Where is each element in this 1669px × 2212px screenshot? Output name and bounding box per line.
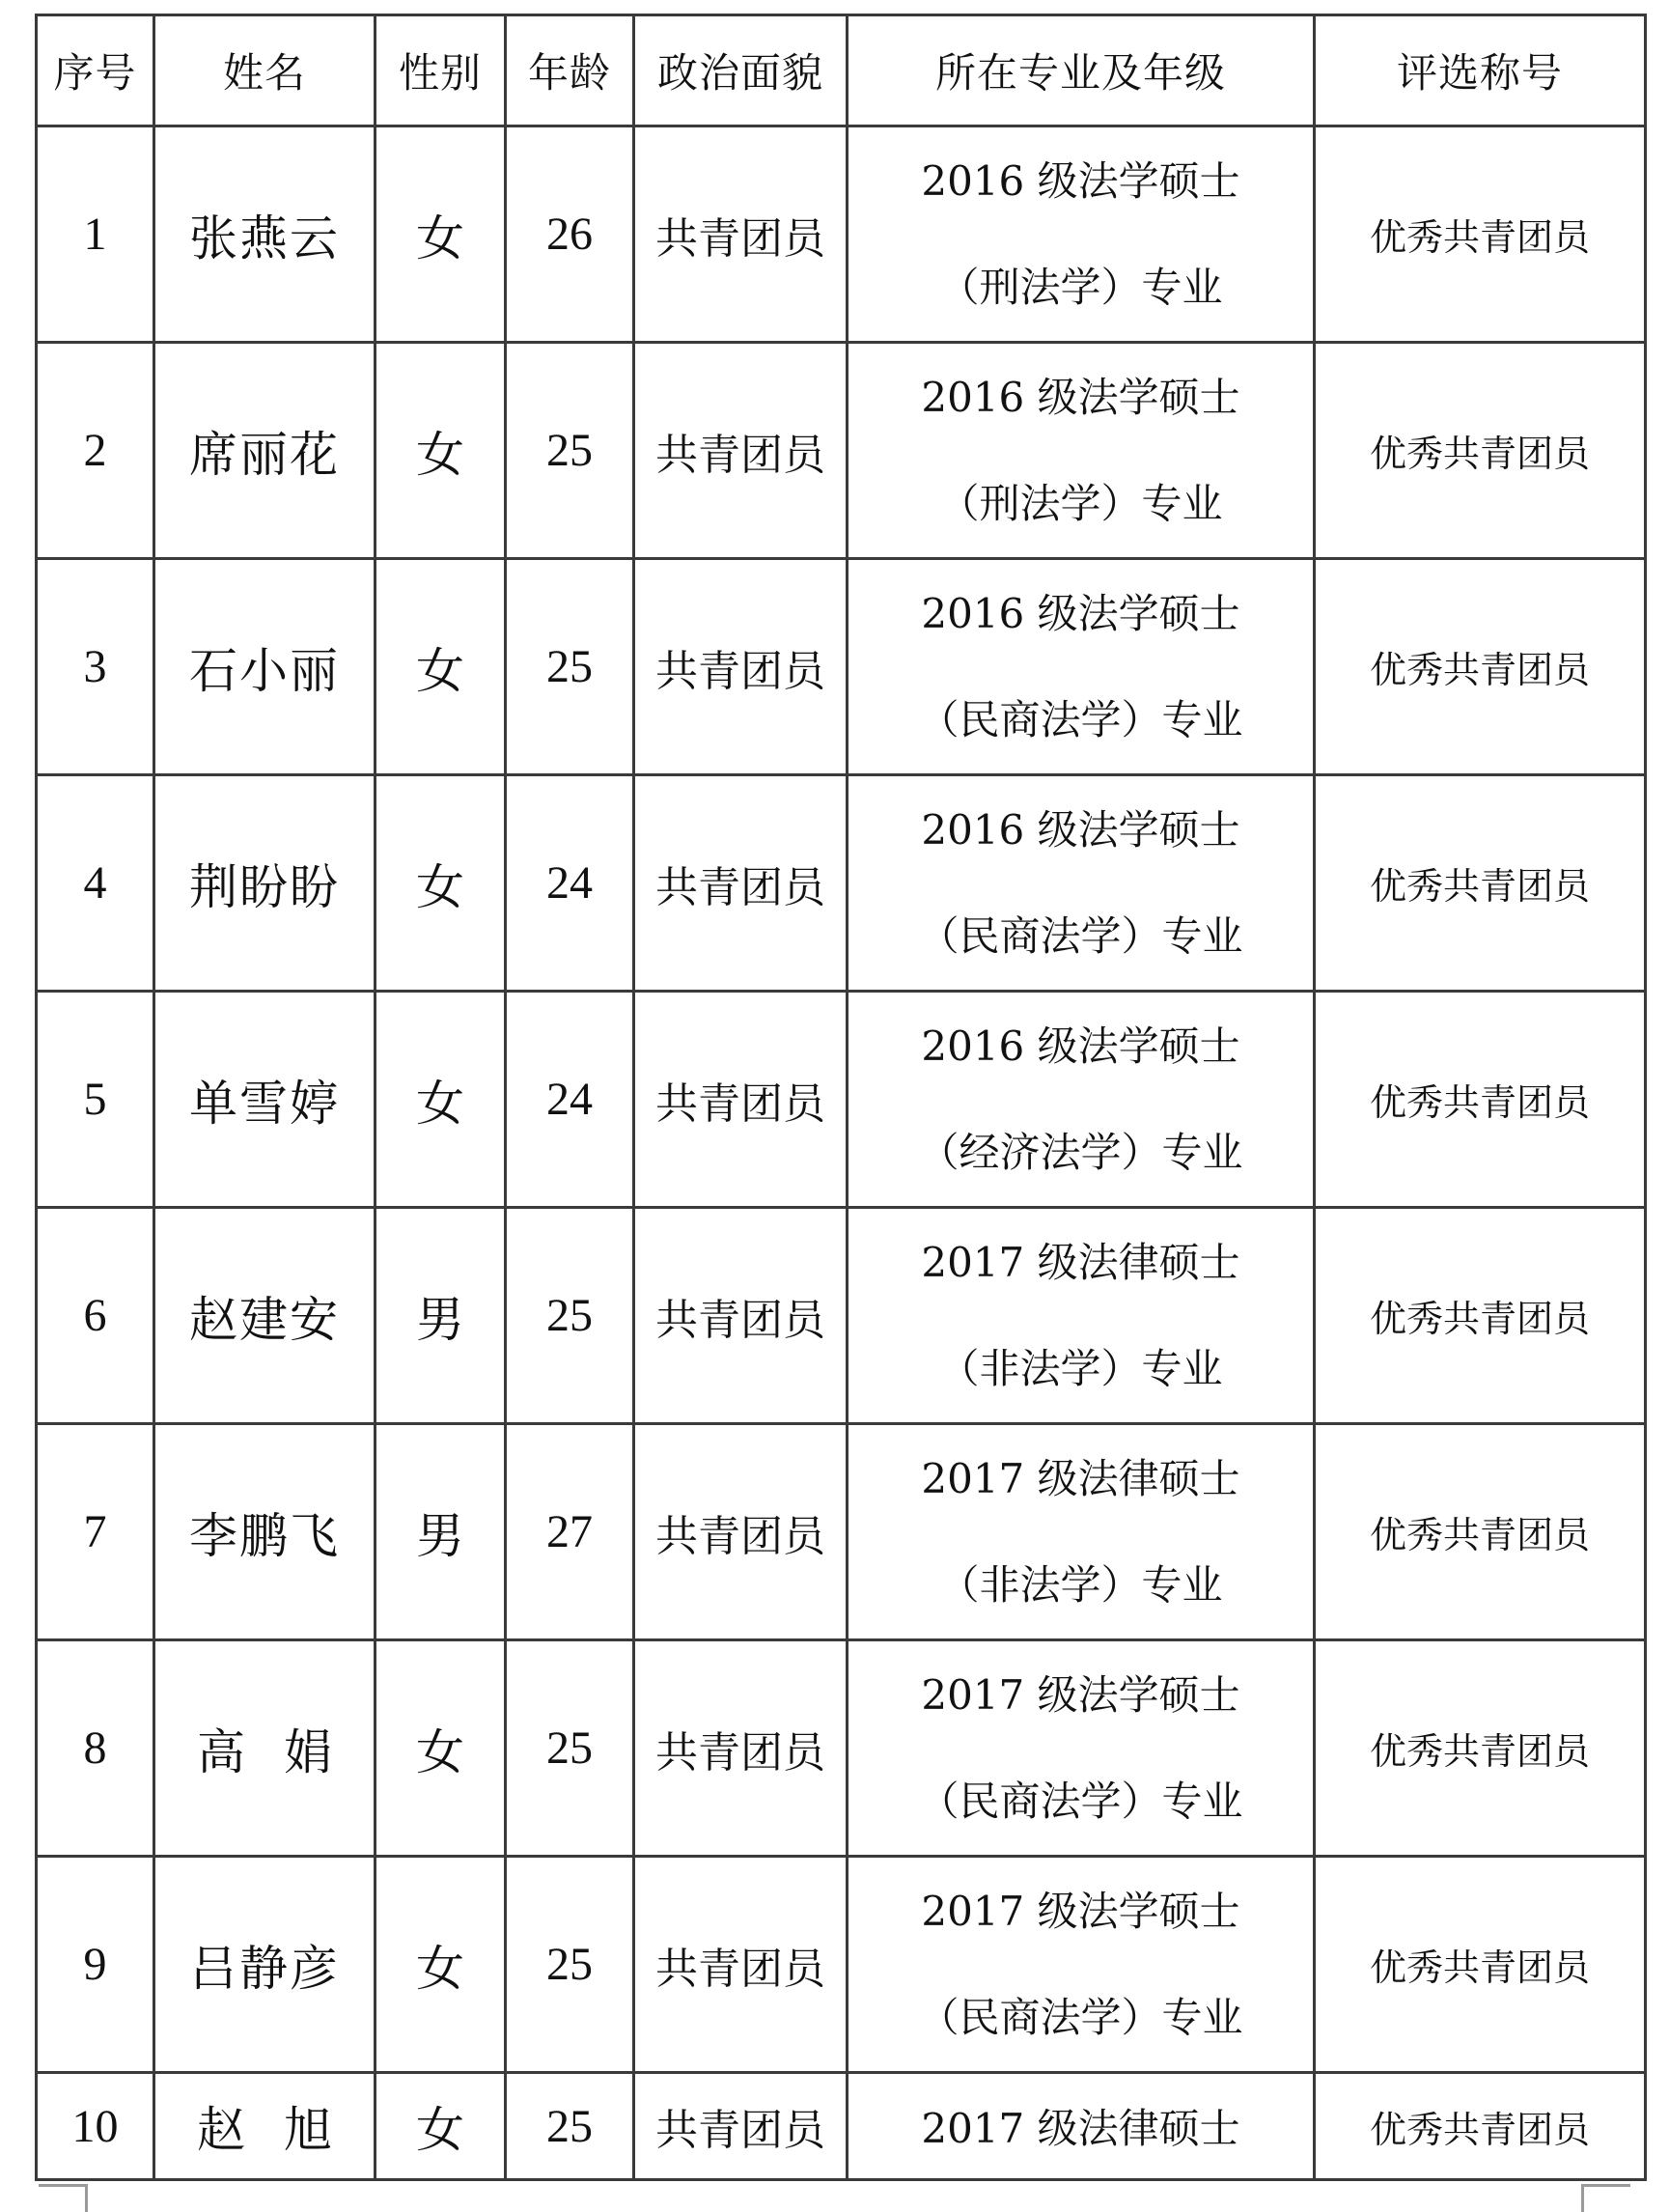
- cell-name: 张燕云: [154, 126, 376, 343]
- cell-sex: 女: [376, 559, 506, 775]
- cell-name: 石小丽: [154, 559, 376, 775]
- cell-political-status: 共青团员: [634, 1424, 848, 1640]
- cell-sex: 男: [376, 1424, 506, 1640]
- cell-major-grade: [848, 1640, 1315, 1857]
- header-index: 序号: [37, 15, 154, 126]
- cell-name: 高娟: [154, 1640, 376, 1857]
- major-line-grade: 2016 级法学硕士: [921, 156, 1240, 205]
- major-line-specialty: （非法学）专业: [938, 1344, 1223, 1392]
- cell-index: 9: [37, 1857, 154, 2073]
- major-line-grade: 2017 级法律硕士: [921, 1454, 1240, 1502]
- cell-index: 10: [37, 2073, 154, 2180]
- cell-age: 25: [506, 559, 634, 775]
- cell-political-status: 共青团员: [634, 1640, 848, 1857]
- cell-name: 吕静彦: [154, 1857, 376, 2073]
- cell-index: 2: [37, 343, 154, 559]
- cell-major-grade: [848, 1857, 1315, 2073]
- cell-age: 25: [506, 1640, 634, 1857]
- cell-sex: 男: [376, 1208, 506, 1424]
- cell-age: 25: [506, 343, 634, 559]
- cell-political-status: 共青团员: [634, 1208, 848, 1424]
- cell-index: 3: [37, 559, 154, 775]
- cell-sex: 女: [376, 992, 506, 1208]
- cell-age: 25: [506, 2073, 634, 2180]
- cell-name: 单雪婷: [154, 992, 376, 1208]
- table-row: [37, 126, 1646, 343]
- cell-age: 25: [506, 1857, 634, 2073]
- cell-name: 荆盼盼: [154, 775, 376, 992]
- cell-major-grade: [848, 343, 1315, 559]
- header-political-status: 政治面貌: [634, 15, 848, 126]
- cell-index: 7: [37, 1424, 154, 1640]
- cell-major-grade: [848, 559, 1315, 775]
- cell-major-grade: [848, 1424, 1315, 1640]
- header-age: 年龄: [506, 15, 634, 126]
- cell-sex: 女: [376, 775, 506, 992]
- cell-age: 25: [506, 1208, 634, 1424]
- header-award-title: 评选称号: [1315, 15, 1646, 126]
- cell-index: 5: [37, 992, 154, 1208]
- cell-political-status: 共青团员: [634, 343, 848, 559]
- cell-major-grade: [848, 2073, 1315, 2180]
- major-line-specialty: （民商法学）专业: [918, 1777, 1243, 1825]
- major-line-grade: 2017 级法律硕士: [921, 1238, 1240, 1286]
- major-line-specialty: （民商法学）专业: [918, 1993, 1243, 2041]
- cell-political-status: 共青团员: [634, 992, 848, 1208]
- table-row: [37, 1424, 1646, 1640]
- cell-age: 24: [506, 992, 634, 1208]
- cell-major-grade: [848, 1208, 1315, 1424]
- major-line-specialty: （刑法学）专业: [938, 479, 1223, 527]
- cell-award-title: 优秀共青团员: [1315, 126, 1646, 343]
- cell-index: 4: [37, 775, 154, 992]
- header-major-grade: 所在专业及年级: [848, 15, 1315, 126]
- major-line-grade: 2016 级法学硕士: [921, 805, 1240, 854]
- table-row: [37, 2073, 1646, 2180]
- cell-award-title: 优秀共青团员: [1315, 1208, 1646, 1424]
- cell-index: 6: [37, 1208, 154, 1424]
- cell-award-title: 优秀共青团员: [1315, 1857, 1646, 2073]
- table-row: [37, 992, 1646, 1208]
- table-row: [37, 1857, 1646, 2073]
- cell-political-status: 共青团员: [634, 126, 848, 343]
- cell-name: 赵建安: [154, 1208, 376, 1424]
- cell-award-title: 优秀共青团员: [1315, 2073, 1646, 2180]
- page-corner-mark-left: [39, 2184, 88, 2212]
- cell-sex: 女: [376, 1640, 506, 1857]
- cell-major-grade: [848, 775, 1315, 992]
- header-row: [37, 15, 1646, 126]
- table-row: [37, 1640, 1646, 1857]
- cell-political-status: 共青团员: [634, 775, 848, 992]
- major-line-grade: 2016 级法学硕士: [921, 1022, 1240, 1070]
- cell-name: 李鹏飞: [154, 1424, 376, 1640]
- major-line-grade: 2016 级法学硕士: [921, 373, 1240, 421]
- table-row: [37, 559, 1646, 775]
- cell-award-title: 优秀共青团员: [1315, 992, 1646, 1208]
- cell-age: 26: [506, 126, 634, 343]
- major-line-specialty: （非法学）专业: [938, 1560, 1223, 1609]
- major-line-specialty: （民商法学）专业: [918, 911, 1243, 960]
- cell-sex: 女: [376, 1857, 506, 2073]
- cell-major-grade: [848, 126, 1315, 343]
- cell-sex: 女: [376, 2073, 506, 2180]
- major-line-grade: 2017 级法学硕士: [921, 1887, 1240, 1935]
- cell-age: 27: [506, 1424, 634, 1640]
- cell-sex: 女: [376, 126, 506, 343]
- cell-sex: 女: [376, 343, 506, 559]
- cell-index: 8: [37, 1640, 154, 1857]
- major-line-grade: 2016 级法学硕士: [921, 589, 1240, 637]
- cell-name: 席丽花: [154, 343, 376, 559]
- cell-award-title: 优秀共青团员: [1315, 775, 1646, 992]
- cell-political-status: 共青团员: [634, 559, 848, 775]
- award-roster-table: [35, 14, 1647, 2181]
- cell-award-title: 优秀共青团员: [1315, 1424, 1646, 1640]
- major-line-specialty: （经济法学）专业: [918, 1128, 1243, 1176]
- cell-award-title: 优秀共青团员: [1315, 1640, 1646, 1857]
- cell-award-title: 优秀共青团员: [1315, 343, 1646, 559]
- major-line-specialty: （刑法学）专业: [938, 263, 1223, 311]
- page-corner-mark-right: [1581, 2184, 1630, 2212]
- cell-name: 赵旭: [154, 2073, 376, 2180]
- major-line-specialty: （民商法学）专业: [918, 695, 1243, 743]
- major-line-grade: 2017 级法律硕士: [921, 2105, 1240, 2152]
- cell-political-status: 共青团员: [634, 1857, 848, 2073]
- cell-age: 24: [506, 775, 634, 992]
- header-name: 姓名: [154, 15, 376, 126]
- cell-major-grade: [848, 992, 1315, 1208]
- header-sex: 性别: [376, 15, 506, 126]
- table-row: [37, 1208, 1646, 1424]
- major-line-grade: 2017 级法学硕士: [921, 1670, 1240, 1719]
- cell-index: 1: [37, 126, 154, 343]
- cell-political-status: 共青团员: [634, 2073, 848, 2180]
- cell-award-title: 优秀共青团员: [1315, 559, 1646, 775]
- table-row: [37, 775, 1646, 992]
- table-row: [37, 343, 1646, 559]
